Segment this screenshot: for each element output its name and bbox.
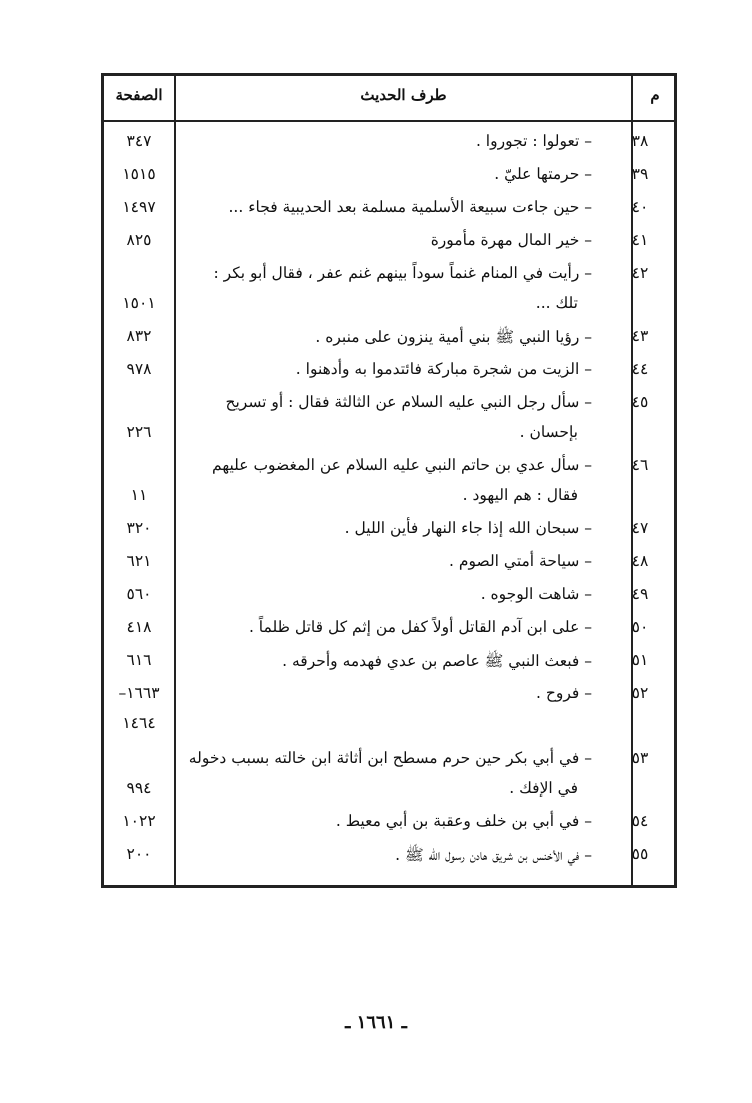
row-number: ٤٤ bbox=[631, 360, 649, 378]
page-ref: ١٠٢٢ bbox=[122, 812, 156, 830]
header-num: م bbox=[650, 86, 660, 104]
page-ref: ٦١٦ bbox=[126, 651, 152, 669]
page-ref: ٢٠٠ bbox=[126, 845, 152, 863]
hadith-text: – حرمتها عليّ . bbox=[494, 165, 592, 183]
row-number: ٣٩ bbox=[631, 165, 649, 183]
page-ref: ٩٧٨ bbox=[126, 360, 152, 378]
page-ref: ١٦٦٣– bbox=[118, 684, 160, 702]
hadith-text: – رؤيا النبي ﷺ بني أمية ينزون على منبره . bbox=[315, 328, 592, 346]
page-ref: ١٥١٥ bbox=[122, 165, 156, 183]
hadith-text: بإحسان . bbox=[519, 423, 578, 441]
hadith-text: – في أبي بكر حين حرم مسطح ابن أثاثة ابن خالته بسبب دخوله bbox=[188, 749, 592, 767]
header-text: طرف الحديث bbox=[360, 86, 447, 104]
page-ref: ٢٢٦ bbox=[126, 423, 152, 441]
row-number: ٥٠ bbox=[631, 618, 649, 636]
hadith-text: – خير المال مهرة مأمورة bbox=[430, 231, 592, 249]
page-ref: ٤١٨ bbox=[126, 618, 152, 636]
page-ref: ٦٢١ bbox=[126, 552, 152, 570]
hadith-text: – الزيت من شجرة مباركة فائتدموا به وأدهنوا . bbox=[295, 360, 592, 378]
hadith-text: – سأل رجل النبي عليه السلام عن الثالثة فقال : أو تسريح bbox=[225, 393, 592, 411]
page-ref: ١٥٠١ bbox=[122, 294, 156, 312]
hadith-text: – فبعث النبي ﷺ عاصم بن عدي فهدمه وأحرقه . bbox=[282, 652, 592, 670]
index-table bbox=[101, 73, 677, 888]
page-ref: ١١ bbox=[130, 486, 148, 504]
header-divider bbox=[104, 120, 674, 122]
page-ref: ١٤٩٧ bbox=[122, 198, 156, 216]
row-number: ٤٧ bbox=[631, 519, 649, 537]
row-number: ٥٣ bbox=[631, 749, 649, 767]
row-number: ٥١ bbox=[631, 651, 649, 669]
page-ref-continued: ١٤٦٤ bbox=[122, 714, 156, 732]
hadith-text: – سبحان الله إذا جاء النهار فأين الليل . bbox=[344, 519, 592, 537]
row-number: ٤١ bbox=[631, 231, 649, 249]
hadith-text: – رأيت في المنام غنماً سوداً بينهم غنم عفر ، فقال أبو بكر : bbox=[213, 264, 592, 282]
page-ref: ٣٢٠ bbox=[126, 519, 152, 537]
page-ref: ٣٤٧ bbox=[126, 132, 152, 150]
row-number: ٥٢ bbox=[631, 684, 649, 702]
hadith-text: – شاهت الوجوه . bbox=[480, 585, 592, 603]
row-number: ٤٠ bbox=[631, 198, 649, 216]
row-number: ٣٨ bbox=[631, 132, 649, 150]
page-number: ـ ١٦٦١ ـ bbox=[345, 1012, 407, 1033]
page-ref: ٨٣٢ bbox=[126, 327, 152, 345]
page-ref: ٨٢٥ bbox=[126, 231, 152, 249]
hadith-text: في الإفك . bbox=[509, 779, 578, 797]
hadith-text: – في أبي بن خلف وعقبة بن أبي معيط . bbox=[335, 812, 592, 830]
divider-page-col bbox=[174, 76, 176, 885]
hadith-text: – على ابن آدم القاتل أولاً كفل من إثم كل قاتل ظلماً . bbox=[248, 618, 592, 636]
hadith-text: – حين جاءت سبيعة الأسلمية مسلمة بعد الحديبية فجاء ... bbox=[228, 198, 592, 216]
row-number: ٤٨ bbox=[631, 552, 649, 570]
hadith-text: – سأل عدي بن حاتم النبي عليه السلام عن المغضوب عليهم bbox=[212, 456, 592, 474]
page-ref: ٩٩٤ bbox=[126, 779, 152, 797]
hadith-text: – في الأخنس بن شريق هادن رسول الله ﷺ . bbox=[395, 846, 592, 864]
hadith-text: تلك ... bbox=[535, 294, 578, 312]
row-number: ٤٩ bbox=[631, 585, 649, 603]
row-number: ٤٥ bbox=[631, 393, 649, 411]
hadith-text: – تعولوا : تجوروا . bbox=[475, 132, 592, 150]
row-number: ٤٢ bbox=[631, 264, 649, 282]
row-number: ٤٣ bbox=[631, 327, 649, 345]
row-number: ٤٦ bbox=[631, 456, 649, 474]
hadith-text: فقال : هم اليهود . bbox=[462, 486, 578, 504]
hadith-text: – سياحة أمتي الصوم . bbox=[449, 552, 592, 570]
row-number: ٥٥ bbox=[631, 845, 649, 863]
page-ref: ٥٦٠ bbox=[126, 585, 152, 603]
hadith-text: – فروح . bbox=[536, 684, 592, 702]
row-number: ٥٤ bbox=[631, 812, 649, 830]
header-page: الصفحة bbox=[115, 86, 163, 104]
